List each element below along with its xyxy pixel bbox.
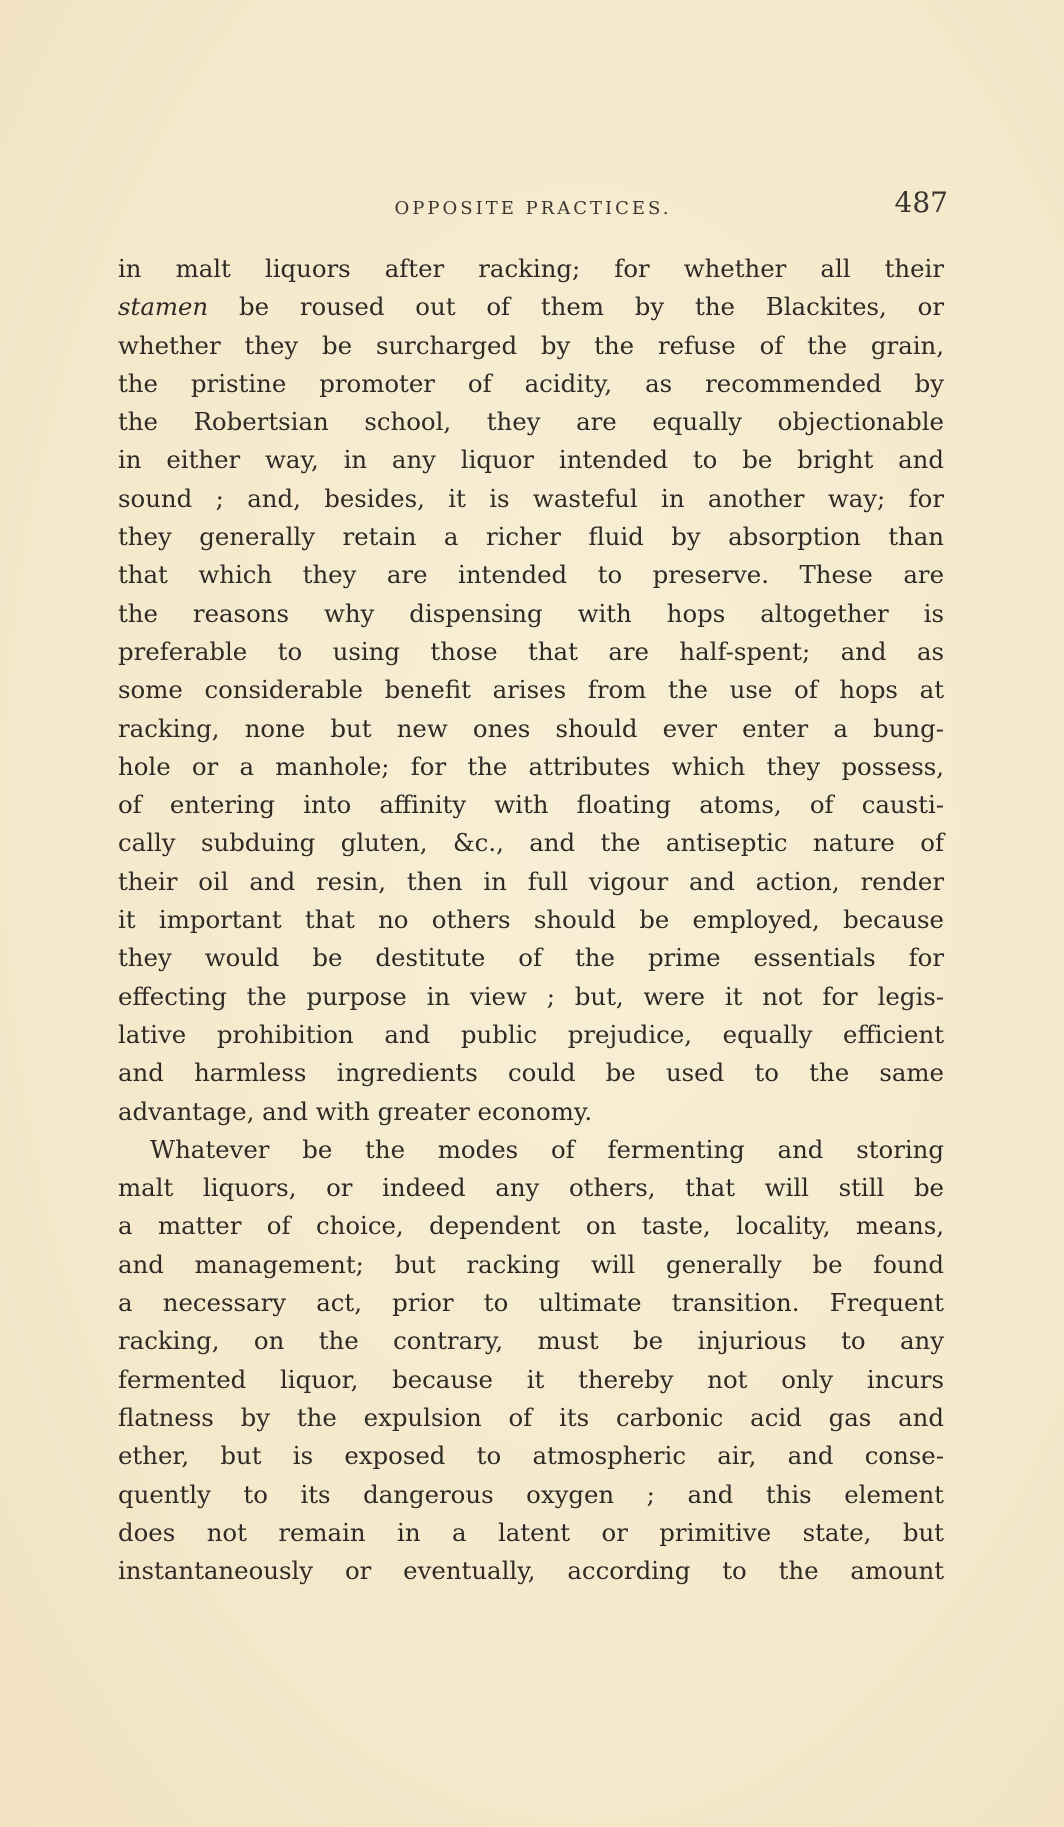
text-line: malt liquors, or indeed any others, that will still be <box>118 1173 944 1203</box>
text-line: their oil and resin, then in full vigour and action, render <box>118 866 944 896</box>
text-line: instantaneously or eventually, according to the amount <box>118 1556 944 1586</box>
text-line: quently to its dangerous oxygen ; and this element <box>118 1479 944 1509</box>
text-line: it important that no others should be employed, because <box>118 905 944 935</box>
text-line <box>118 288 944 326</box>
text-line: the pristine promoter of acidity, as recommended by <box>118 368 944 398</box>
text-line: in either way, in any liquor intended to be bright and <box>118 445 944 475</box>
text-line: a necessary act, prior to ultimate transition. Frequent <box>118 1288 944 1318</box>
page-header <box>118 186 948 226</box>
text-line: cally subduing gluten, &c., and the antiseptic nature of <box>118 828 944 858</box>
text-line: flatness by the expulsion of its carbonic acid gas and <box>118 1402 944 1432</box>
text-line: that which they are intended to preserve. These are <box>118 560 944 590</box>
text-line: in malt liquors after racking; for whether all their <box>118 254 944 283</box>
text-line: preferable to using those that are half-spent; and as <box>118 636 944 666</box>
text-line: whether they be surcharged by the refuse of the grain, <box>118 330 944 360</box>
text-line: lative prohibition and public prejudice, equally efficient <box>118 1019 944 1049</box>
text-span: be roused out of them by the Blackites, or <box>208 292 944 322</box>
text-line: does not remain in a latent or primitive state, but <box>118 1517 944 1547</box>
text-line: the reasons why dispensing with hops altogether is <box>118 598 944 628</box>
italic-word: stamen <box>118 292 209 322</box>
text-line: they generally retain a richer fluid by absorption than <box>118 522 944 552</box>
text-line: ether, but is exposed to atmospheric air, and conse- <box>118 1441 944 1471</box>
page-number: 487 <box>894 186 948 219</box>
text-line: a matter of choice, dependent on taste, locality, means, <box>118 1211 944 1241</box>
text-line: the Robertsian school, they are equally objectionable <box>118 407 944 437</box>
text-line: fermented liquor, because it thereby not only incurs <box>118 1364 944 1394</box>
text-line: racking, none but new ones should ever enter a bung- <box>118 713 944 743</box>
text-line: and management; but racking will generally be found <box>118 1249 944 1279</box>
text-line: hole or a manhole; for the attributes which they possess, <box>118 751 944 781</box>
text-line: of entering into affinity with floating atoms, of causti- <box>118 790 944 820</box>
text-line: sound ; and, besides, it is wasteful in another way; for <box>118 483 944 513</box>
text-line: Whatever be the modes of fermenting and storing <box>150 1134 944 1164</box>
text-line: effecting the purpose in view ; but, were it not for legis- <box>118 981 944 1011</box>
text-line: they would be destitute of the prime essentials for <box>118 943 944 973</box>
text-line: racking, on the contrary, must be injurious to any <box>118 1326 944 1356</box>
running-head: OPPOSITE PRACTICES. <box>394 198 672 219</box>
text-line: some considerable benefit arises from the use of hops at <box>118 675 944 705</box>
text-line: advantage, and with greater economy. <box>118 1096 593 1126</box>
text-line: and harmless ingredients could be used to the same <box>118 1058 944 1088</box>
body-text <box>118 250 944 1590</box>
